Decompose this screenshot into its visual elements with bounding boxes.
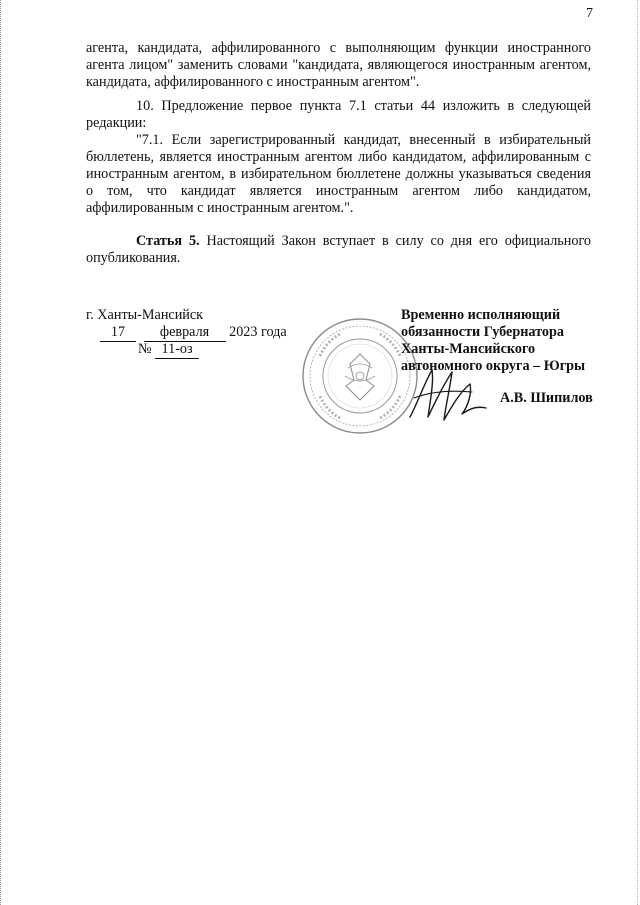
item-10-text: 10. Предложение первое пункта 7.1 статьи 44 изложить в следующей редакции: — [86, 98, 591, 131]
scan-edge-right — [635, 0, 638, 905]
intro-text: агента, кандидата, аффилированного с выполняющим функции иностранного агента лицом" заменить словами "кандидата, являющегося иностранным агентом, кандидата, аффилированного с иностранным агентом". — [86, 40, 591, 90]
signatory-name: А.В. Шипилов — [500, 390, 593, 406]
signatory-title-line-3: Ханты-Мансийского — [401, 341, 536, 357]
law-number-prefix: № — [138, 341, 152, 357]
place-of-signing: г. Ханты-Мансийск — [86, 307, 204, 323]
law-number — [138, 341, 199, 359]
signatory-title-line-4: автономного округа – Югры — [401, 358, 586, 374]
date-day: 17 — [100, 324, 136, 342]
signatory-title-line-2: обязанности Губернатора — [401, 324, 564, 340]
date-month: февраля — [144, 324, 226, 342]
quoted-amendment-paragraph — [86, 132, 591, 217]
date-of-signing — [100, 324, 287, 342]
intro-paragraph — [86, 40, 591, 91]
handwritten-signature-icon — [400, 362, 490, 427]
article-5-paragraph — [86, 233, 591, 267]
scan-edge-left — [0, 0, 5, 905]
signatory-title-line-1: Временно исполняющий — [401, 307, 561, 323]
article-5-text: Настоящий Закон вступает в силу со дня его официального опубликования. — [86, 233, 592, 266]
date-year: 2023 года — [229, 324, 287, 340]
law-number-value: 11-оз — [155, 341, 199, 359]
page-number: 7 — [586, 6, 593, 21]
article-5-label: Статья 5. — [136, 233, 200, 249]
quoted-amendment-text: "7.1. Если зарегистрированный кандидат, внесенный в избирательный бюллетень, является иностранным агентом либо кандидатом, аффилированным с иностранным агентом, в избирательном бюллетене должны указываться сведения о том, что кандидат является иностранным агентом либо кандидатом, аффилированным с иностранным агентом.". — [86, 132, 591, 216]
item-10-paragraph — [86, 98, 591, 132]
